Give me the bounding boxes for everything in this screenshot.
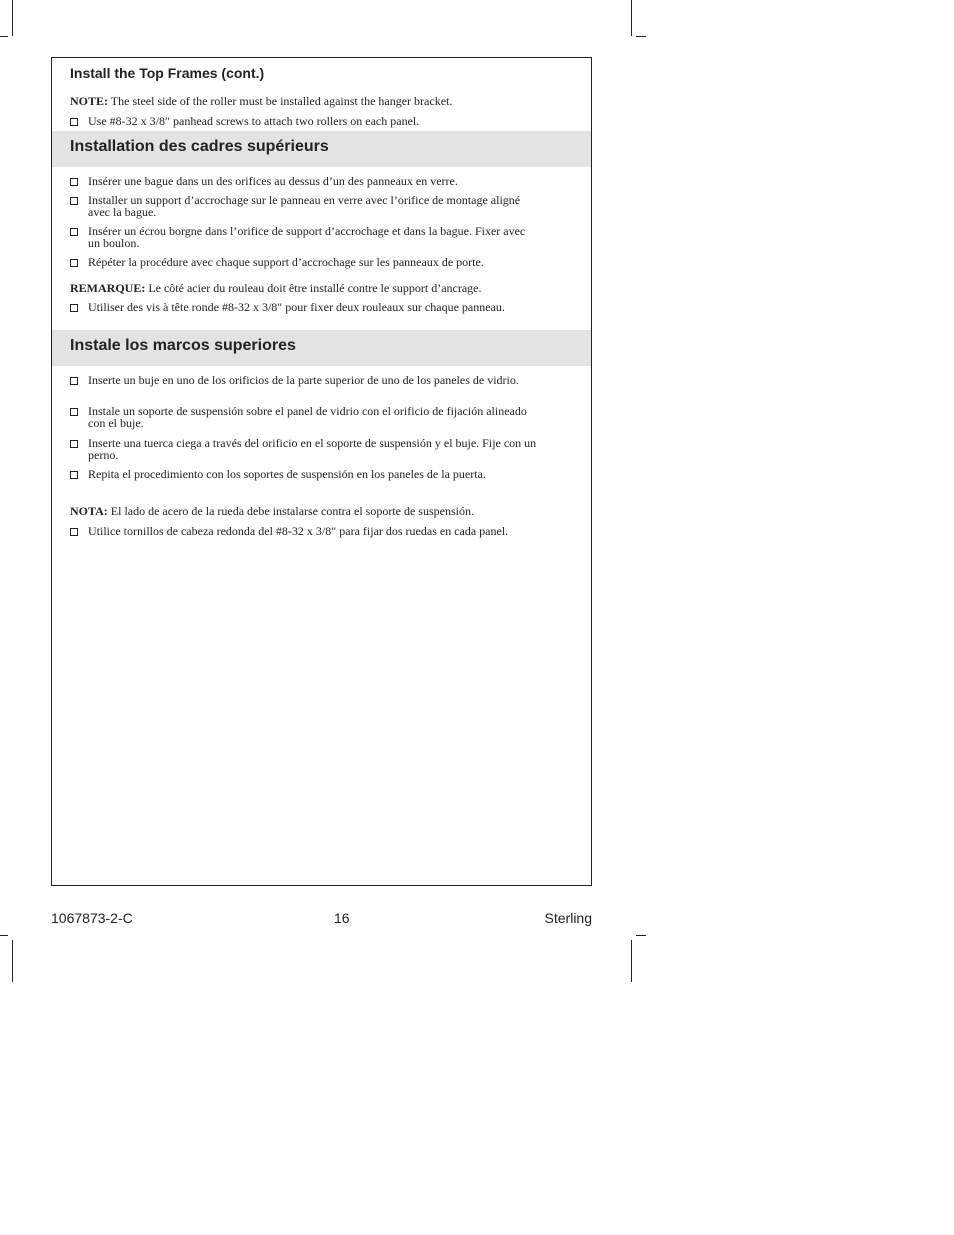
section-title-fr: Installation des cadres supérieurs [70, 138, 329, 155]
section-title-es: Instale los marcos superiores [70, 337, 296, 354]
checkbox-icon [70, 528, 78, 536]
list-item: Inserte una tuerca ciega a través del orificio en el soporte de suspensión y el buje. Fije con un perno. [70, 437, 540, 461]
footer-brand: Sterling [544, 910, 592, 926]
checkbox-icon [70, 118, 78, 126]
checkbox-icon [70, 471, 78, 479]
checkbox-icon [70, 228, 78, 236]
checkbox-icon [70, 197, 78, 205]
list-item: Repita el procedimiento con los soportes de suspensión en los paneles de la puerta. [70, 468, 540, 480]
list-item: Utiliser des vis à tête ronde #8-32 x 3/8″ pour fixer deux rouleaux sur chaque panneau. [70, 301, 540, 313]
note-text: The steel side of the roller must be installed against the hanger bracket. [108, 94, 453, 108]
checkbox-icon [70, 304, 78, 312]
note-en [70, 95, 570, 108]
checkbox-icon [70, 377, 78, 385]
checkbox-icon [70, 178, 78, 186]
crop-mark [631, 940, 632, 982]
crop-mark [0, 935, 8, 936]
list-item: Use #8-32 x 3/8″ panhead screws to attach two rollers on each panel. [70, 115, 540, 127]
checkbox-icon [70, 440, 78, 448]
note-label: NOTA: [70, 504, 108, 518]
crop-mark [0, 36, 8, 37]
content-frame [51, 57, 592, 886]
note-es [70, 505, 570, 518]
list-item: Insérer une bague dans un des orifices au dessus d’un des panneaux en verre. [70, 175, 540, 187]
crop-mark [636, 36, 646, 37]
note-label: REMARQUE: [70, 281, 146, 295]
list-item: Inserte un buje en uno de los orificios de la parte superior de uno de los paneles de vidrio. [70, 374, 540, 386]
footer-page-number: 16 [334, 910, 350, 926]
section-title-en: Install the Top Frames (cont.) [70, 65, 265, 81]
note-fr [70, 282, 570, 295]
footer-doc-number: 1067873-2-C [51, 910, 133, 926]
note-label: NOTE: [70, 94, 109, 108]
section-header-fr [52, 131, 591, 167]
crop-mark [12, 940, 13, 982]
crop-mark [636, 935, 646, 936]
list-item: Instale un soporte de suspensión sobre el panel de vidrio con el orificio de fijación alineado con el buje. [70, 405, 540, 429]
note-text: El lado de acero de la rueda debe instalarse contra el soporte de suspensión. [107, 504, 474, 518]
list-item: Répéter la procédure avec chaque support d’accrochage sur les panneaux de porte. [70, 256, 540, 268]
checkbox-icon [70, 259, 78, 267]
checkbox-icon [70, 408, 78, 416]
list-item: Installer un support d’accrochage sur le panneau en verre avec l’orifice de montage aligné avec la bague. [70, 194, 540, 218]
crop-mark [12, 0, 13, 36]
note-text: Le côté acier du rouleau doit être installé contre le support d’ancrage. [145, 281, 482, 295]
section-header-es [52, 330, 591, 366]
list-item: Utilice tornillos de cabeza redonda del #8-32 x 3/8″ para fijar dos ruedas en cada panel. [70, 525, 540, 537]
crop-mark [631, 0, 632, 36]
list-item: Insérer un écrou borgne dans l’orifice de support d’accrochage et dans la bague. Fixer avec un boulon. [70, 225, 540, 249]
